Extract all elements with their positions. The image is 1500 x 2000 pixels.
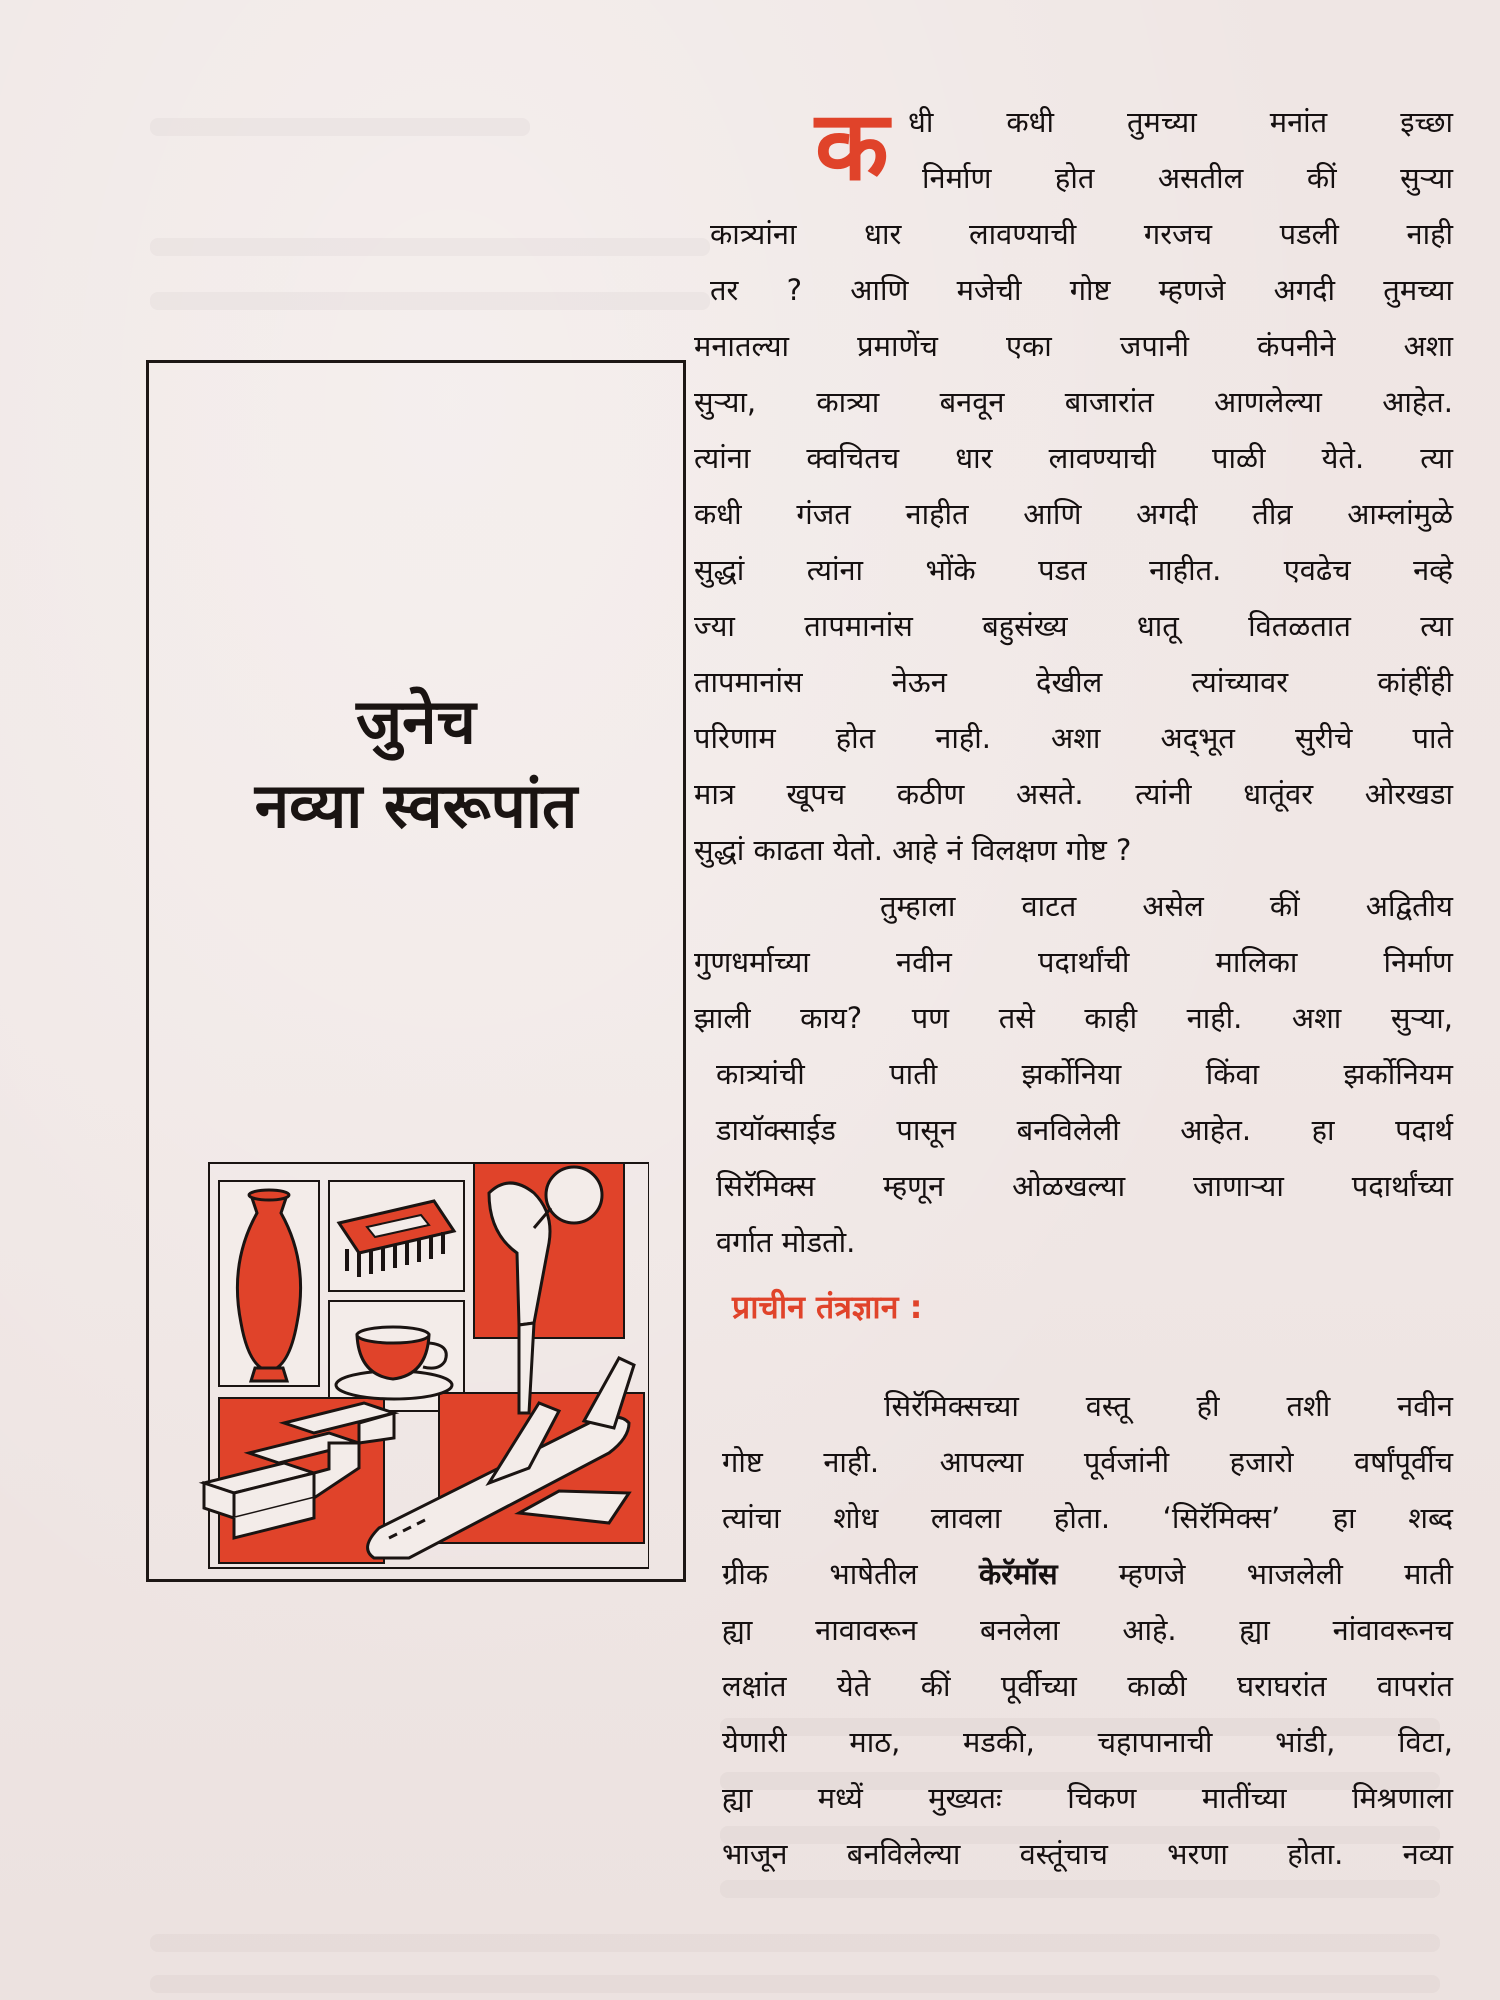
text-line: सिरॅमिक्स म्हणून ओळखल्या जाणाऱ्या पदार्थांच्या [716,1169,1453,1203]
text-line: सुद्धां त्यांना भोंके पडत नाहीत. एवढेच नव्हे [694,553,1453,587]
drop-cap: क [815,90,889,202]
text-line: ज्या तापमानांस बहुसंख्य धातू वितळतात त्या [694,609,1453,643]
text-line: कात्र्यांना धार लावण्याची गरजच पडली नाही [710,217,1453,251]
text-line: सुद्धां काढता येतो. आहे नं विलक्षण गोष्ट ? [694,833,1132,867]
text-line: सिरॅमिक्सच्या वस्तू ही तशी नवीन [884,1389,1453,1423]
text-line: डायॉक्साईड पासून बनविलेली आहेत. हा पदार्थ [716,1113,1453,1147]
emphasized-word: केरॅमॉस [978,1557,1058,1591]
text-line: ह्या मध्यें मुख्यतः चिकण मातींच्या मिश्रणाला [722,1781,1453,1815]
text-line: मनातल्या प्रमाणेंच एका जपानी कंपनीने अशा [694,329,1453,363]
text-line: तर ? आणि मजेची गोष्ट म्हणजे अगदी तुमच्या [710,273,1453,307]
text-line: त्यांचा शोध लावला होता. ‘सिरॅमिक्स’ हा शब्द [722,1501,1453,1535]
text-line: झाली काय? पण तसे काही नाही. अशा सुऱ्या, [694,1001,1453,1035]
text-line: येणारी माठ, मडकी, चहापानाची भांडी, विटा, [722,1725,1453,1759]
text-line: मात्र खूपच कठीण असते. त्यांनी धातूंवर ओरखडा [694,777,1453,811]
article-title-line-1: जुनेच [356,685,476,758]
text-line: ग्रीक भाषेतील केरॅमॉस म्हणजे भाजलेली माती [722,1557,1453,1591]
text-line: तापमानांस नेऊन देखील त्यांच्यावर कांहींही [694,665,1453,699]
text-line: त्यांना क्वचितच धार लावण्याची पाळी येते. त्या [694,441,1453,475]
show-through-line [150,238,710,256]
text-line: ह्या नावावरून बनलेला आहे. ह्या नांवावरूनच [722,1613,1453,1647]
text-line: कधी गंजत नाहीत आणि अगदी तीव्र आम्लांमुळे [694,497,1453,531]
show-through-line [150,1934,1440,1952]
section-heading: प्राचीन तंत्रज्ञान : [732,1288,923,1326]
show-through-line [720,1880,1440,1898]
show-through-line [150,1975,1440,1993]
text-line: गुणधर्माच्या नवीन पदार्थांची मालिका निर्माण [694,945,1453,979]
text-line: गोष्ट नाही. आपल्या पूर्वजांनी हजारो वर्षांपूर्वीच [722,1445,1453,1479]
text-line: तुम्हाला वाटत असेल कीं अद्वितीय [880,889,1453,923]
text-line: धी कधी तुमच्या मनांत इच्छा [908,105,1453,139]
text-line: लक्षांत येते कीं पूर्वीच्या काळी घराघरांत वापरांत [722,1669,1453,1703]
text-line: परिणाम होत नाही. अशा अद्‌भूत सुरीचे पाते [694,721,1453,755]
text-line: वर्गात मोडतो. [716,1225,856,1259]
text-line: भाजून बनविलेल्या वस्तूंचाच भरणा होता. नव्या [722,1837,1453,1871]
text-line: निर्माण होत असतील कीं सुऱ्या [922,161,1453,195]
article-title-line-2: नव्या स्वरूपांत [254,769,578,842]
ceramics-illustration [189,1153,649,1573]
text-line: कात्र्यांची पाती झर्कोनिया किंवा झर्कोनियम [716,1057,1453,1091]
title-box [146,360,686,1582]
show-through-line [150,292,710,310]
text-line: सुऱ्या, कात्र्या बनवून बाजारांत आणलेल्या आहेत. [694,385,1453,419]
show-through-line [150,118,530,136]
